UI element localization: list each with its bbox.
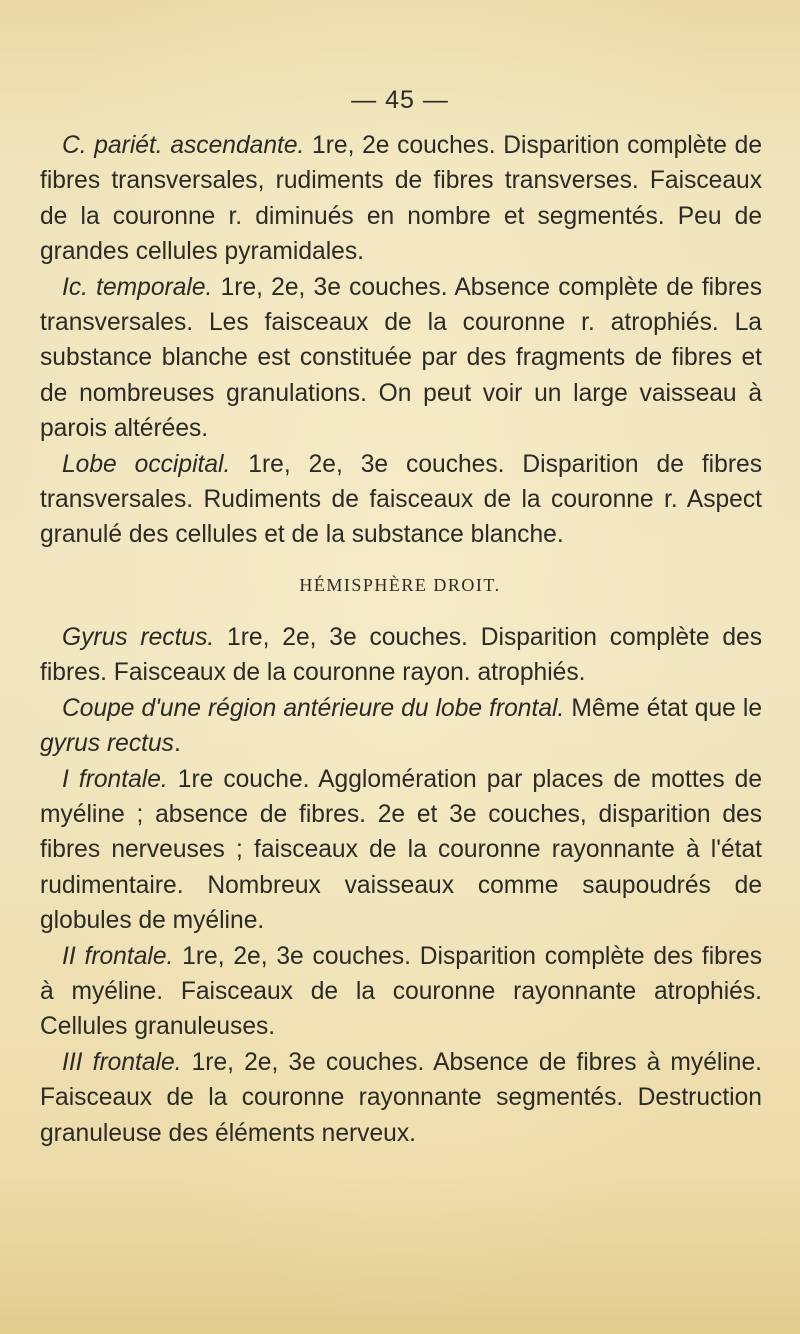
paragraph-label: Lobe occipital. <box>62 450 231 478</box>
left-hemisphere-section <box>40 128 762 553</box>
paragraph-lobe-occipital <box>40 447 762 553</box>
paragraph-ii-frontale <box>40 939 762 1045</box>
paragraph-text: Même état que le <box>564 694 762 722</box>
paragraph-label: II frontale. <box>62 942 174 970</box>
right-hemisphere-section <box>40 620 762 1151</box>
paragraph-label: C. pariét. ascendante. <box>62 132 305 159</box>
paragraph-gyrus-rectus <box>40 620 762 691</box>
paragraph-text: 1re, 2e couches. Disparition complète de fibres transversales, rudiments de fibres transverses. Faisceaux de la couronne r. diminués en nombre et segmentés. Peu de grandes cellules pyramidales. <box>40 132 762 266</box>
paragraph-text: 1re, 2e, 3e couches. Disparition complète des fibres. Faisceaux de la couronne rayon. atrophiés. <box>40 624 762 687</box>
paragraph-temporale <box>40 270 762 447</box>
paragraph-text: 1re, 2e, 3e couches. Absence de fibres à myéline. Faisceaux de la couronne rayonnante segmentés. Destruction granuleuse des éléments nerveux. <box>40 1048 762 1147</box>
paragraph-label: Ic. temporale. <box>62 273 213 301</box>
paragraph-i-frontale <box>40 762 762 939</box>
paragraph-iii-frontale <box>40 1045 762 1151</box>
section-heading-hemisphere-droit: HÉMISPHÈRE DROIT. <box>299 575 501 595</box>
paragraph-coupe-lobe-frontal <box>40 691 762 762</box>
paragraph-pariet-ascendante <box>40 128 762 270</box>
paragraph-text: 1re, 2e, 3e couches. Disparition complète des fibres à myéline. Faisceaux de la couronne rayonnante atrophiés. Cellules granuleuses. <box>40 942 762 1041</box>
paragraph-text: 1re couche. Agglomération par places de mottes de myéline ; absence de fibres. 2e et 3e couches, disparition des fibres nerveuses ; faisceaux de la couronne rayonnante à l'état rudimentaire. Nombreux vaisseaux comme saupoudrés de globules de myéline. <box>40 765 763 935</box>
paragraph-text: 1re, 2e, 3e couches. Disparition de fibres transversales. Rudiments de faisceaux de la couronne r. Aspect granulé des cellules et de la substance blanche. <box>40 450 762 549</box>
paragraph-label: III frontale. <box>62 1048 182 1076</box>
page-number: — 45 — <box>351 86 449 114</box>
paragraph-text: 1re, 2e, 3e couches. Absence complète de fibres transversales. Les faisceaux de la couronne r. atrophiés. La substance blanche est constituée par des fragments de fibres et de nombreuses granulations. On peut voir un large vaisseau à parois altérées. <box>40 273 762 443</box>
paragraph-label: Coupe d'une région antérieure du lobe frontal. <box>62 694 565 722</box>
paragraph-label-inline: gyrus rectus <box>40 730 174 758</box>
paragraph-label: I frontale. <box>62 765 168 793</box>
paragraph-text-end: . <box>173 730 181 758</box>
paragraph-label: Gyrus rectus. <box>62 624 215 651</box>
